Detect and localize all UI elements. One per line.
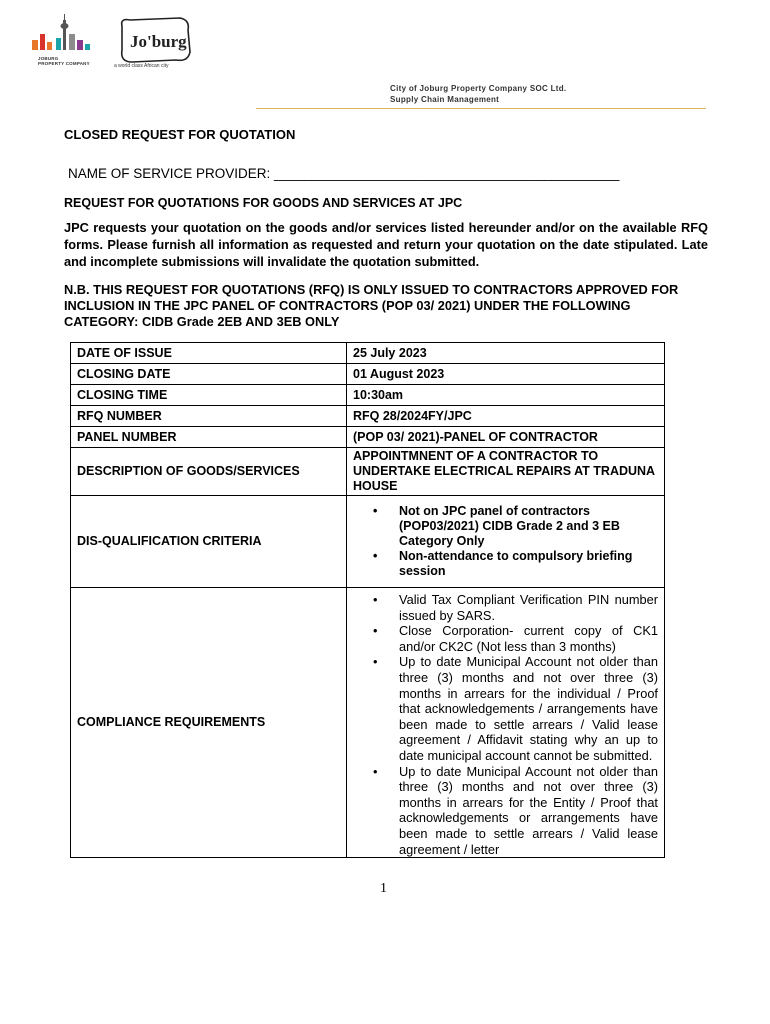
list-item: • Valid Tax Compliant Verification PIN number issued by SARS.	[399, 592, 658, 623]
row-label: DESCRIPTION OF GOODS/SERVICES	[71, 448, 347, 496]
jpc-name: JOBURG PROPERTY COMPANY	[38, 56, 90, 66]
table-row	[71, 448, 665, 496]
row-label: RFQ NUMBER	[71, 406, 347, 427]
nb-paragraph: N.B. THIS REQUEST FOR QUOTATIONS (RFQ) IS ONLY ISSUED TO CONTRACTORS APPROVED FOR INCLUSION IN THE JPC PANEL OF CONTRACTORS (POP 03/ 2021) UNDER THE FOLLOWING CATEGORY: CIDB Grade 2EB AND 3EB ONLY	[64, 282, 679, 329]
logo-area	[28, 14, 208, 74]
list-item: • Up to date Municipal Account not older than three (3) months and not over three (3) months in arrears for the Entity / Proof that acknowledgements or arrangements have been made to settle arrears / Valid lease agreement / letter	[399, 764, 658, 858]
row-value: 25 July 2023	[347, 343, 665, 364]
compliance-list-cell	[347, 588, 665, 858]
svg-text:Jo'burg: Jo'burg	[130, 32, 187, 51]
table-row-disqualification	[71, 496, 665, 588]
row-label: DATE OF ISSUE	[71, 343, 347, 364]
rfq-details-table	[70, 342, 665, 858]
page-number: 1	[380, 881, 387, 896]
list-item: • Close Corporation- current copy of CK1 and/or CK2C (Not less than 3 months)	[399, 623, 658, 654]
table-row-compliance	[71, 588, 665, 858]
section-title: REQUEST FOR QUOTATIONS FOR GOODS AND SERVICES AT JPC	[64, 196, 463, 210]
list-item: • Up to date Municipal Account not older than three (3) months and not over three (3) months in arrears for the individual / Proof that acknowledgements / arrangements have been made to settle arrears / Valid lease agreement / Affidavit stating why an up to date municipal account cannot be submitted.	[399, 654, 658, 763]
row-label: COMPLIANCE REQUIREMENTS	[71, 588, 347, 858]
row-value: (POP 03/ 2021)-PANEL OF CONTRACTOR	[347, 427, 665, 448]
joburg-logo	[116, 16, 196, 66]
document-title: CLOSED REQUEST FOR QUOTATION	[64, 127, 296, 142]
row-value: 10:30am	[347, 385, 665, 406]
company-name: City of Joburg Property Company SOC Ltd.	[390, 84, 567, 93]
table-row	[71, 385, 665, 406]
row-label: CLOSING DATE	[71, 364, 347, 385]
list-item: • Not on JPC panel of contractors (POP03/2021) CIDB Grade 2 and 3 EB Category Only	[399, 504, 658, 549]
disqualification-list-cell	[347, 496, 665, 588]
header-rule	[256, 108, 706, 109]
row-label: PANEL NUMBER	[71, 427, 347, 448]
row-value: APPOINTMNENT OF A CONTRACTOR TO UNDERTAKE ELECTRICAL REPAIRS AT TRADUNA HOUSE	[347, 448, 665, 496]
disqualification-list	[353, 504, 658, 579]
compliance-list	[353, 592, 658, 857]
table-row	[71, 364, 665, 385]
table-row	[71, 343, 665, 364]
row-value: RFQ 28/2024FY/JPC	[347, 406, 665, 427]
table-row	[71, 427, 665, 448]
list-item: • Non-attendance to compulsory briefing session	[399, 549, 658, 579]
row-label: DIS-QUALIFICATION CRITERIA	[71, 496, 347, 588]
joburg-tagline: a world class African city	[114, 63, 169, 69]
department-name: Supply Chain Management	[390, 95, 500, 104]
row-label: CLOSING TIME	[71, 385, 347, 406]
service-provider-field: NAME OF SERVICE PROVIDER: ______________________________________________	[68, 166, 620, 181]
intro-paragraph: JPC requests your quotation on the goods and/or services listed hereunder and/or on the available RFQ forms. Please furnish all information as requested and return your quotation on the date stipulated. Late and incomplete submissions will invalidate the quotation submitted.	[64, 220, 708, 269]
row-value: 01 August 2023	[347, 364, 665, 385]
company-header	[390, 83, 566, 105]
table-row	[71, 406, 665, 427]
